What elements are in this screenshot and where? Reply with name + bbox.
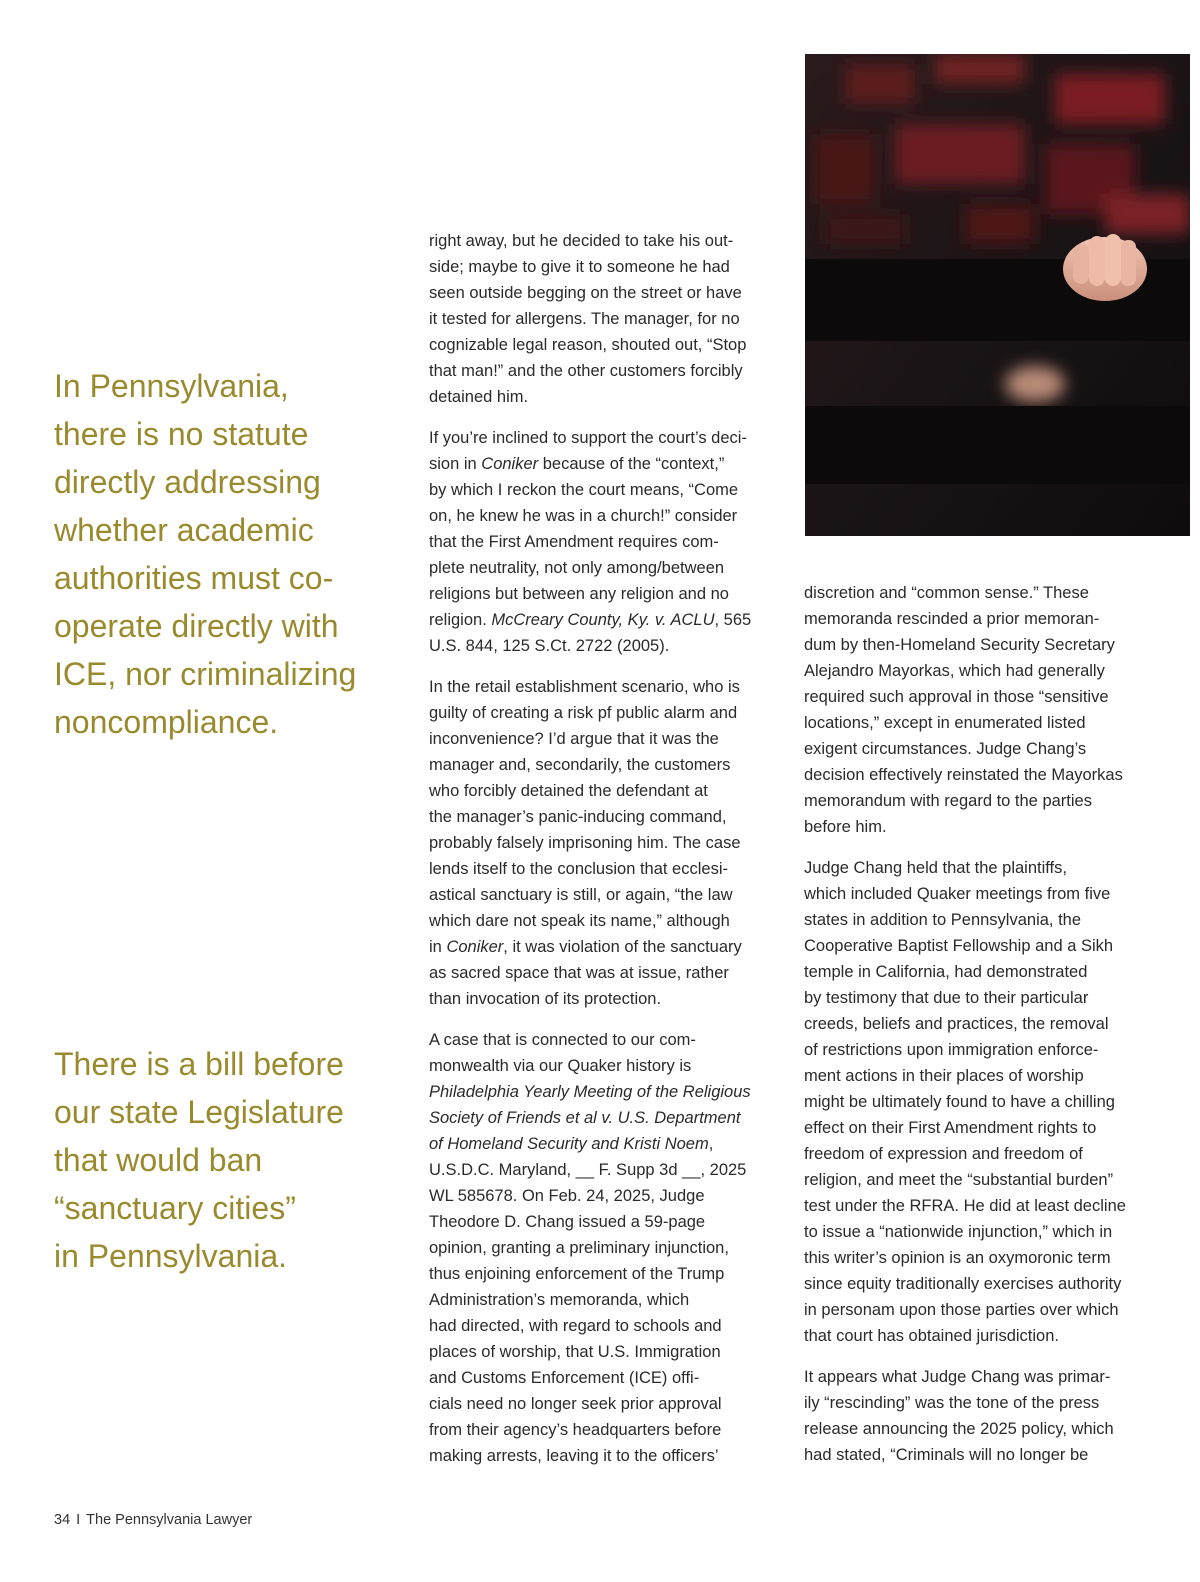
text-segment: opinion, granting a preliminary injunction, [429, 1239, 729, 1257]
footer-separator: I [76, 1512, 81, 1528]
pull-quote-bill [54, 1040, 384, 1280]
text-segment: cognizable legal reason, shouted out, “Stop [429, 336, 747, 354]
pull-quote-line: that would ban [54, 1142, 263, 1178]
text-line [804, 710, 1154, 736]
italic-citation: of Homeland Security and Kristi Noem [429, 1135, 709, 1153]
text-line [429, 1417, 779, 1443]
article-column-middle [429, 228, 779, 1484]
text-line [804, 1297, 1154, 1323]
text-line [429, 882, 779, 908]
text-segment: Judge Chang held that the plaintiffs, [804, 859, 1067, 877]
text-line [429, 1365, 779, 1391]
text-line [804, 580, 1154, 606]
text-segment: Cooperative Baptist Fellowship and a Sikh [804, 937, 1114, 955]
paragraph [429, 425, 779, 659]
pull-quote-line: in Pennsylvania. [54, 1238, 288, 1274]
text-line [429, 280, 779, 306]
text-segment: test under the RFRA. He did at least decline [804, 1197, 1126, 1215]
text-line [804, 1167, 1154, 1193]
text-line [429, 254, 779, 280]
text-segment: and Customs Enforcement (ICE) offi- [429, 1369, 700, 1387]
text-segment: since equity traditionally exercises authority [804, 1275, 1122, 1293]
text-line [429, 960, 779, 986]
text-line [429, 1391, 779, 1417]
text-line [429, 1131, 779, 1157]
text-line [804, 814, 1154, 840]
text-segment: In the retail establishment scenario, who is [429, 678, 740, 696]
text-line [804, 959, 1154, 985]
text-segment: , 565 [714, 611, 752, 629]
text-line [429, 1079, 779, 1105]
text-segment: Theodore D. Chang issued a 59-page [429, 1213, 706, 1231]
text-line [429, 1157, 779, 1183]
text-line [429, 633, 779, 659]
text-line [429, 726, 779, 752]
pull-quote-line: ICE, nor criminalizing [54, 656, 357, 692]
italic-citation: Philadelphia Yearly Meeting of the Religious [429, 1083, 751, 1101]
text-segment: seen outside begging on the street or have [429, 284, 742, 302]
text-line [804, 736, 1154, 762]
text-segment: detained him. [429, 388, 529, 406]
text-line [429, 1105, 779, 1131]
text-segment: temple in California, had demonstrated [804, 963, 1088, 981]
text-segment: Alejandro Mayorkas, which had generally [804, 662, 1105, 680]
text-segment: the manager’s panic-inducing command, [429, 808, 727, 826]
text-segment: that man!” and the other customers forcibly [429, 362, 743, 380]
text-segment: religions but between any religion and no [429, 585, 729, 603]
text-line [804, 1271, 1154, 1297]
text-segment: of restrictions upon immigration enforce- [804, 1041, 1099, 1059]
text-line [429, 477, 779, 503]
italic-citation: McCreary County, Ky. v. ACLU [491, 611, 715, 629]
text-segment: places of worship, that U.S. Immigration [429, 1343, 721, 1361]
text-segment: right away, but he decided to take his out- [429, 232, 734, 250]
text-segment: states in addition to Pennsylvania, the [804, 911, 1082, 929]
text-line [804, 632, 1154, 658]
text-line [804, 1323, 1154, 1349]
pull-quote-line: In Pennsylvania, [54, 368, 289, 404]
text-line [429, 830, 779, 856]
text-segment: dum by then-Homeland Security Secretary [804, 636, 1115, 654]
text-line [429, 555, 779, 581]
text-segment: , [708, 1135, 714, 1153]
paragraph [804, 855, 1154, 1349]
text-line [429, 425, 779, 451]
text-segment: which dare not speak its name,” although [429, 912, 730, 930]
text-line [429, 529, 779, 555]
text-segment: monwealth via our Quaker history is [429, 1057, 692, 1075]
text-segment: discretion and “common sense.” These [804, 584, 1089, 602]
text-line [429, 934, 779, 960]
text-segment: it tested for allergens. The manager, for no [429, 310, 740, 328]
text-segment: by testimony that due to their particular [804, 989, 1089, 1007]
text-line [804, 1390, 1154, 1416]
pull-quote-line: noncompliance. [54, 704, 279, 740]
text-segment: on, he knew he was in a church!” consider [429, 507, 738, 525]
text-segment: memorandum with regard to the parties [804, 792, 1092, 810]
pull-quote-line: our state Legislature [54, 1094, 344, 1130]
pull-quote-line: whether academic [54, 512, 314, 548]
text-segment: It appears what Judge Chang was primar- [804, 1368, 1111, 1386]
text-line [804, 907, 1154, 933]
text-line [429, 778, 779, 804]
text-segment: astical sanctuary is still, or again, “the law [429, 886, 733, 904]
text-segment: U.S. 844, 125 S.Ct. 2722 (2005). [429, 637, 670, 655]
text-line [429, 1339, 779, 1365]
text-segment: that the First Amendment requires com- [429, 533, 719, 551]
text-segment: in personam upon those parties over which [804, 1301, 1119, 1319]
text-segment: had directed, with regard to schools and [429, 1317, 722, 1335]
text-segment: than invocation of its protection. [429, 990, 662, 1008]
text-line [804, 1219, 1154, 1245]
text-segment: who forcibly detained the defendant at [429, 782, 708, 800]
text-line [804, 985, 1154, 1011]
text-line [804, 1011, 1154, 1037]
text-segment: required such approval in those “sensitive [804, 688, 1109, 706]
text-line [429, 804, 779, 830]
text-line [804, 1364, 1154, 1390]
page-number: 34 [54, 1512, 71, 1528]
text-line [429, 503, 779, 529]
text-line [804, 1063, 1154, 1089]
text-line [429, 856, 779, 882]
text-line [429, 1209, 779, 1235]
text-line [804, 933, 1154, 959]
italic-citation: Coniker [446, 938, 504, 956]
text-line [804, 1245, 1154, 1271]
text-line [804, 658, 1154, 684]
text-segment: which included Quaker meetings from five [804, 885, 1111, 903]
pull-quote-statute [54, 362, 384, 746]
text-line [804, 881, 1154, 907]
text-segment: If you’re inclined to support the court’s deci- [429, 429, 747, 447]
text-line [429, 581, 779, 607]
text-segment: A case that is connected to our com- [429, 1031, 696, 1049]
text-line [429, 607, 779, 633]
text-line [429, 1261, 779, 1287]
text-segment: to issue a “nationwide injunction,” which in [804, 1223, 1113, 1241]
text-segment: cials need no longer seek prior approval [429, 1395, 722, 1413]
text-segment: inconvenience? I’d argue that it was the [429, 730, 719, 748]
text-line [804, 855, 1154, 881]
text-line [804, 1416, 1154, 1442]
text-segment: locations,” except in enumerated listed [804, 714, 1086, 732]
paragraph [429, 674, 779, 1012]
article-column-right [804, 580, 1154, 1483]
pull-quote-line: there is no statute [54, 416, 309, 452]
text-segment: from their agency’s headquarters before [429, 1421, 722, 1439]
text-line [429, 1053, 779, 1079]
paragraph [804, 1364, 1154, 1468]
text-segment: plete neutrality, not only among/between [429, 559, 725, 577]
italic-citation: Society of Friends et al v. U.S. Department [429, 1109, 741, 1127]
pull-quote-line: directly addressing [54, 464, 321, 500]
text-line [429, 1027, 779, 1053]
text-line [429, 228, 779, 254]
text-segment: , it was violation of the sanctuary [503, 938, 742, 956]
text-line [429, 451, 779, 477]
text-segment: making arrests, leaving it to the officers’ [429, 1447, 719, 1465]
text-line [804, 1442, 1154, 1468]
text-segment: manager and, secondarily, the customers [429, 756, 731, 774]
text-segment: sion in [429, 455, 482, 473]
child-hand-behind-bars-image [805, 54, 1190, 536]
text-segment: ily “rescinding” was the tone of the press [804, 1394, 1100, 1412]
page-footer [54, 1512, 252, 1528]
pull-quote-line: authorities must co- [54, 560, 334, 596]
text-line [804, 606, 1154, 632]
text-line [804, 788, 1154, 814]
pull-quote-line: There is a bill before [54, 1046, 344, 1082]
pull-quote-line: operate directly with [54, 608, 339, 644]
text-segment: creeds, beliefs and practices, the removal [804, 1015, 1109, 1033]
text-line [804, 1037, 1154, 1063]
text-segment: U.S.D.C. Maryland, __ F. Supp 3d __, 2025 [429, 1161, 747, 1179]
text-segment: side; maybe to give it to someone he had [429, 258, 730, 276]
text-line [429, 986, 779, 1012]
text-segment: that court has obtained jurisdiction. [804, 1327, 1059, 1345]
text-line [429, 908, 779, 934]
text-line [429, 306, 779, 332]
article-photo [805, 54, 1190, 536]
pull-quote-line: “sanctuary cities” [54, 1190, 296, 1226]
text-segment: Administration’s memoranda, which [429, 1291, 690, 1309]
text-segment: thus enjoining enforcement of the Trump [429, 1265, 725, 1283]
text-line [429, 1287, 779, 1313]
text-line [429, 752, 779, 778]
text-line [429, 384, 779, 410]
text-segment: before him. [804, 818, 887, 836]
text-line [429, 700, 779, 726]
text-segment: probably falsely imprisoning him. The case [429, 834, 741, 852]
text-segment: because of the “context,” [538, 455, 725, 473]
text-line [429, 1313, 779, 1339]
text-line [804, 1193, 1154, 1219]
text-line [429, 674, 779, 700]
text-segment: religion. [429, 611, 492, 629]
text-line [429, 332, 779, 358]
text-segment: guilty of creating a risk pf public alarm and [429, 704, 738, 722]
text-line [804, 1115, 1154, 1141]
text-segment: had stated, “Criminals will no longer be [804, 1446, 1089, 1464]
text-segment: decision effectively reinstated the Mayorkas [804, 766, 1123, 784]
text-segment: WL 585678. On Feb. 24, 2025, Judge [429, 1187, 705, 1205]
publication-name: The Pennsylvania Lawyer [86, 1512, 253, 1528]
text-line [429, 358, 779, 384]
text-segment: in [429, 938, 447, 956]
text-line [429, 1235, 779, 1261]
text-segment: freedom of expression and freedom of [804, 1145, 1083, 1163]
text-segment: might be ultimately found to have a chilling [804, 1093, 1115, 1111]
italic-citation: Coniker [481, 455, 539, 473]
paragraph [804, 580, 1154, 840]
text-line [804, 762, 1154, 788]
text-segment: by which I reckon the court means, “Come [429, 481, 739, 499]
text-segment: lends itself to the conclusion that ecclesi- [429, 860, 728, 878]
text-line [804, 1089, 1154, 1115]
text-segment: effect on their First Amendment rights to [804, 1119, 1097, 1137]
paragraph [429, 228, 779, 410]
paragraph [429, 1027, 779, 1469]
text-segment: as sacred space that was at issue, rather [429, 964, 729, 982]
text-segment: this writer’s opinion is an oxymoronic term [804, 1249, 1111, 1267]
text-line [804, 684, 1154, 710]
text-segment: religion, and meet the “substantial burden” [804, 1171, 1114, 1189]
text-segment: exigent circumstances. Judge Chang’s [804, 740, 1087, 758]
text-line [429, 1183, 779, 1209]
text-segment: memoranda rescinded a prior memoran- [804, 610, 1100, 628]
text-line [429, 1443, 779, 1469]
text-line [804, 1141, 1154, 1167]
text-segment: release announcing the 2025 policy, which [804, 1420, 1114, 1438]
text-segment: ment actions in their places of worship [804, 1067, 1084, 1085]
